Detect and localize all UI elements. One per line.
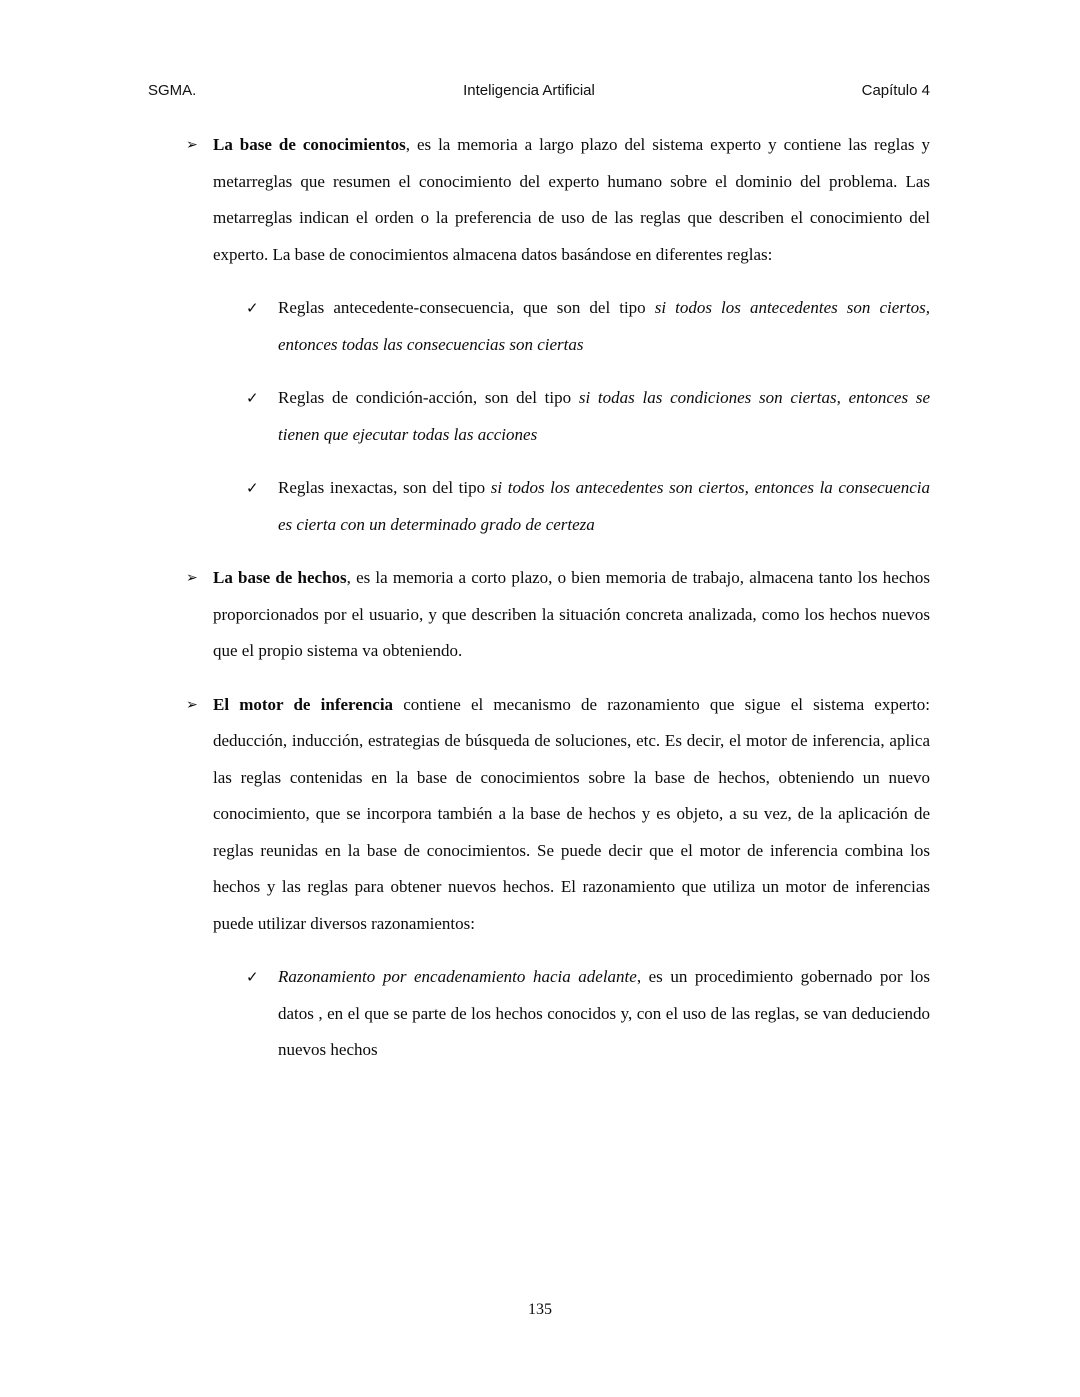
- paragraph-text: [213, 687, 930, 943]
- paragraph-text: [213, 560, 930, 670]
- text-segment: Reglas antecedente-consecuencia, que son del tipo: [278, 298, 655, 317]
- page-footer: [0, 1301, 1080, 1319]
- checkmark-icon: ✓: [246, 299, 259, 317]
- paragraph-text: [213, 127, 930, 273]
- paragraph-text: [278, 290, 930, 363]
- arrow-bullet-icon: ➢: [186, 137, 198, 153]
- text-segment: Reglas de condición-acción, son del tipo: [278, 388, 579, 407]
- checkmark-icon: ✓: [246, 479, 259, 497]
- list-item-arrow: [148, 560, 930, 670]
- text-segment: Reglas inexactas, son del tipo: [278, 478, 491, 497]
- checkmark-icon: ✓: [246, 389, 259, 407]
- text-segment: , es un procedimiento gobernado por los datos , en el que se parte de los hechos conocidos y, con el uso de las reglas, se van deduciendo nuevos hechos: [278, 967, 930, 1059]
- list-item-check: [148, 380, 930, 453]
- page-number: 135: [528, 1301, 552, 1318]
- header-left: SGMA.: [148, 82, 197, 99]
- text-segment: Razonamiento por encadenamiento hacia adelante: [278, 967, 637, 986]
- checkmark-icon: ✓: [246, 968, 259, 986]
- text-segment: El motor de inferencia: [213, 694, 394, 714]
- list-item-check: [148, 470, 930, 543]
- page-header: [148, 82, 930, 99]
- list-item-arrow: [148, 687, 930, 943]
- list-item-check: [148, 959, 930, 1069]
- arrow-bullet-icon: ➢: [186, 696, 198, 713]
- paragraph-text: [278, 380, 930, 453]
- list-item-arrow: [148, 127, 930, 273]
- text-segment: , es la memoria a corto plazo, o bien memoria de trabajo, almacena tanto los hechos proporcionados por el usuario, y que describen la situación concreta analizada, como los hechos nuevos que el propio sistema va obteniendo.: [213, 568, 930, 660]
- list-item-check: [148, 290, 930, 363]
- text-segment: , es la memoria a largo plazo del sistema experto y contiene las reglas y metarreglas que resumen el conocimiento del experto humano sobre el dominio del problema. Las metarreglas indican el orden o la preferencia de uso de las reglas que describen el conocimiento del experto. La base de conocimientos almacena datos basándose en diferentes reglas:: [213, 135, 930, 264]
- text-segment: contiene el mecanismo de razonamiento que sigue el sistema experto: deducción, inducción, estrategias de búsqueda de soluciones, etc. Es decir, el motor de inferencia, aplica las reglas contenidas en la base de conocimientos sobre la base de hechos, obteniendo un nuevo conocimiento, que se incorpora también a la base de hechos y es objeto, a su vez, de la aplicación de reglas reunidas en la base de conocimientos. Se puede decir que el motor de inferencia combina los hechos y las reglas para obtener nuevos hechos. El razonamiento que utiliza un motor de inferencias puede utilizar diversos razonamientos:: [213, 694, 931, 933]
- document-body: [148, 127, 930, 1069]
- text-segment: si todas las condiciones son ciertas, entonces se tienen que ejecutar todas las acciones: [278, 388, 930, 444]
- header-right: Capítulo 4: [861, 82, 930, 99]
- arrow-bullet-icon: ➢: [186, 570, 198, 586]
- text-segment: La base de hechos: [213, 568, 347, 587]
- text-segment: si todos los antecedentes son ciertos, entonces todas las consecuencias son ciertas: [278, 298, 930, 354]
- paragraph-text: [278, 470, 930, 543]
- text-segment: La base de conocimientos: [213, 135, 406, 154]
- paragraph-text: [278, 959, 930, 1069]
- header-center: Inteligencia Artificial: [463, 82, 595, 99]
- text-segment: si todos los antecedentes son ciertos, entonces la consecuencia es cierta con un determinado grado de certeza: [278, 478, 930, 534]
